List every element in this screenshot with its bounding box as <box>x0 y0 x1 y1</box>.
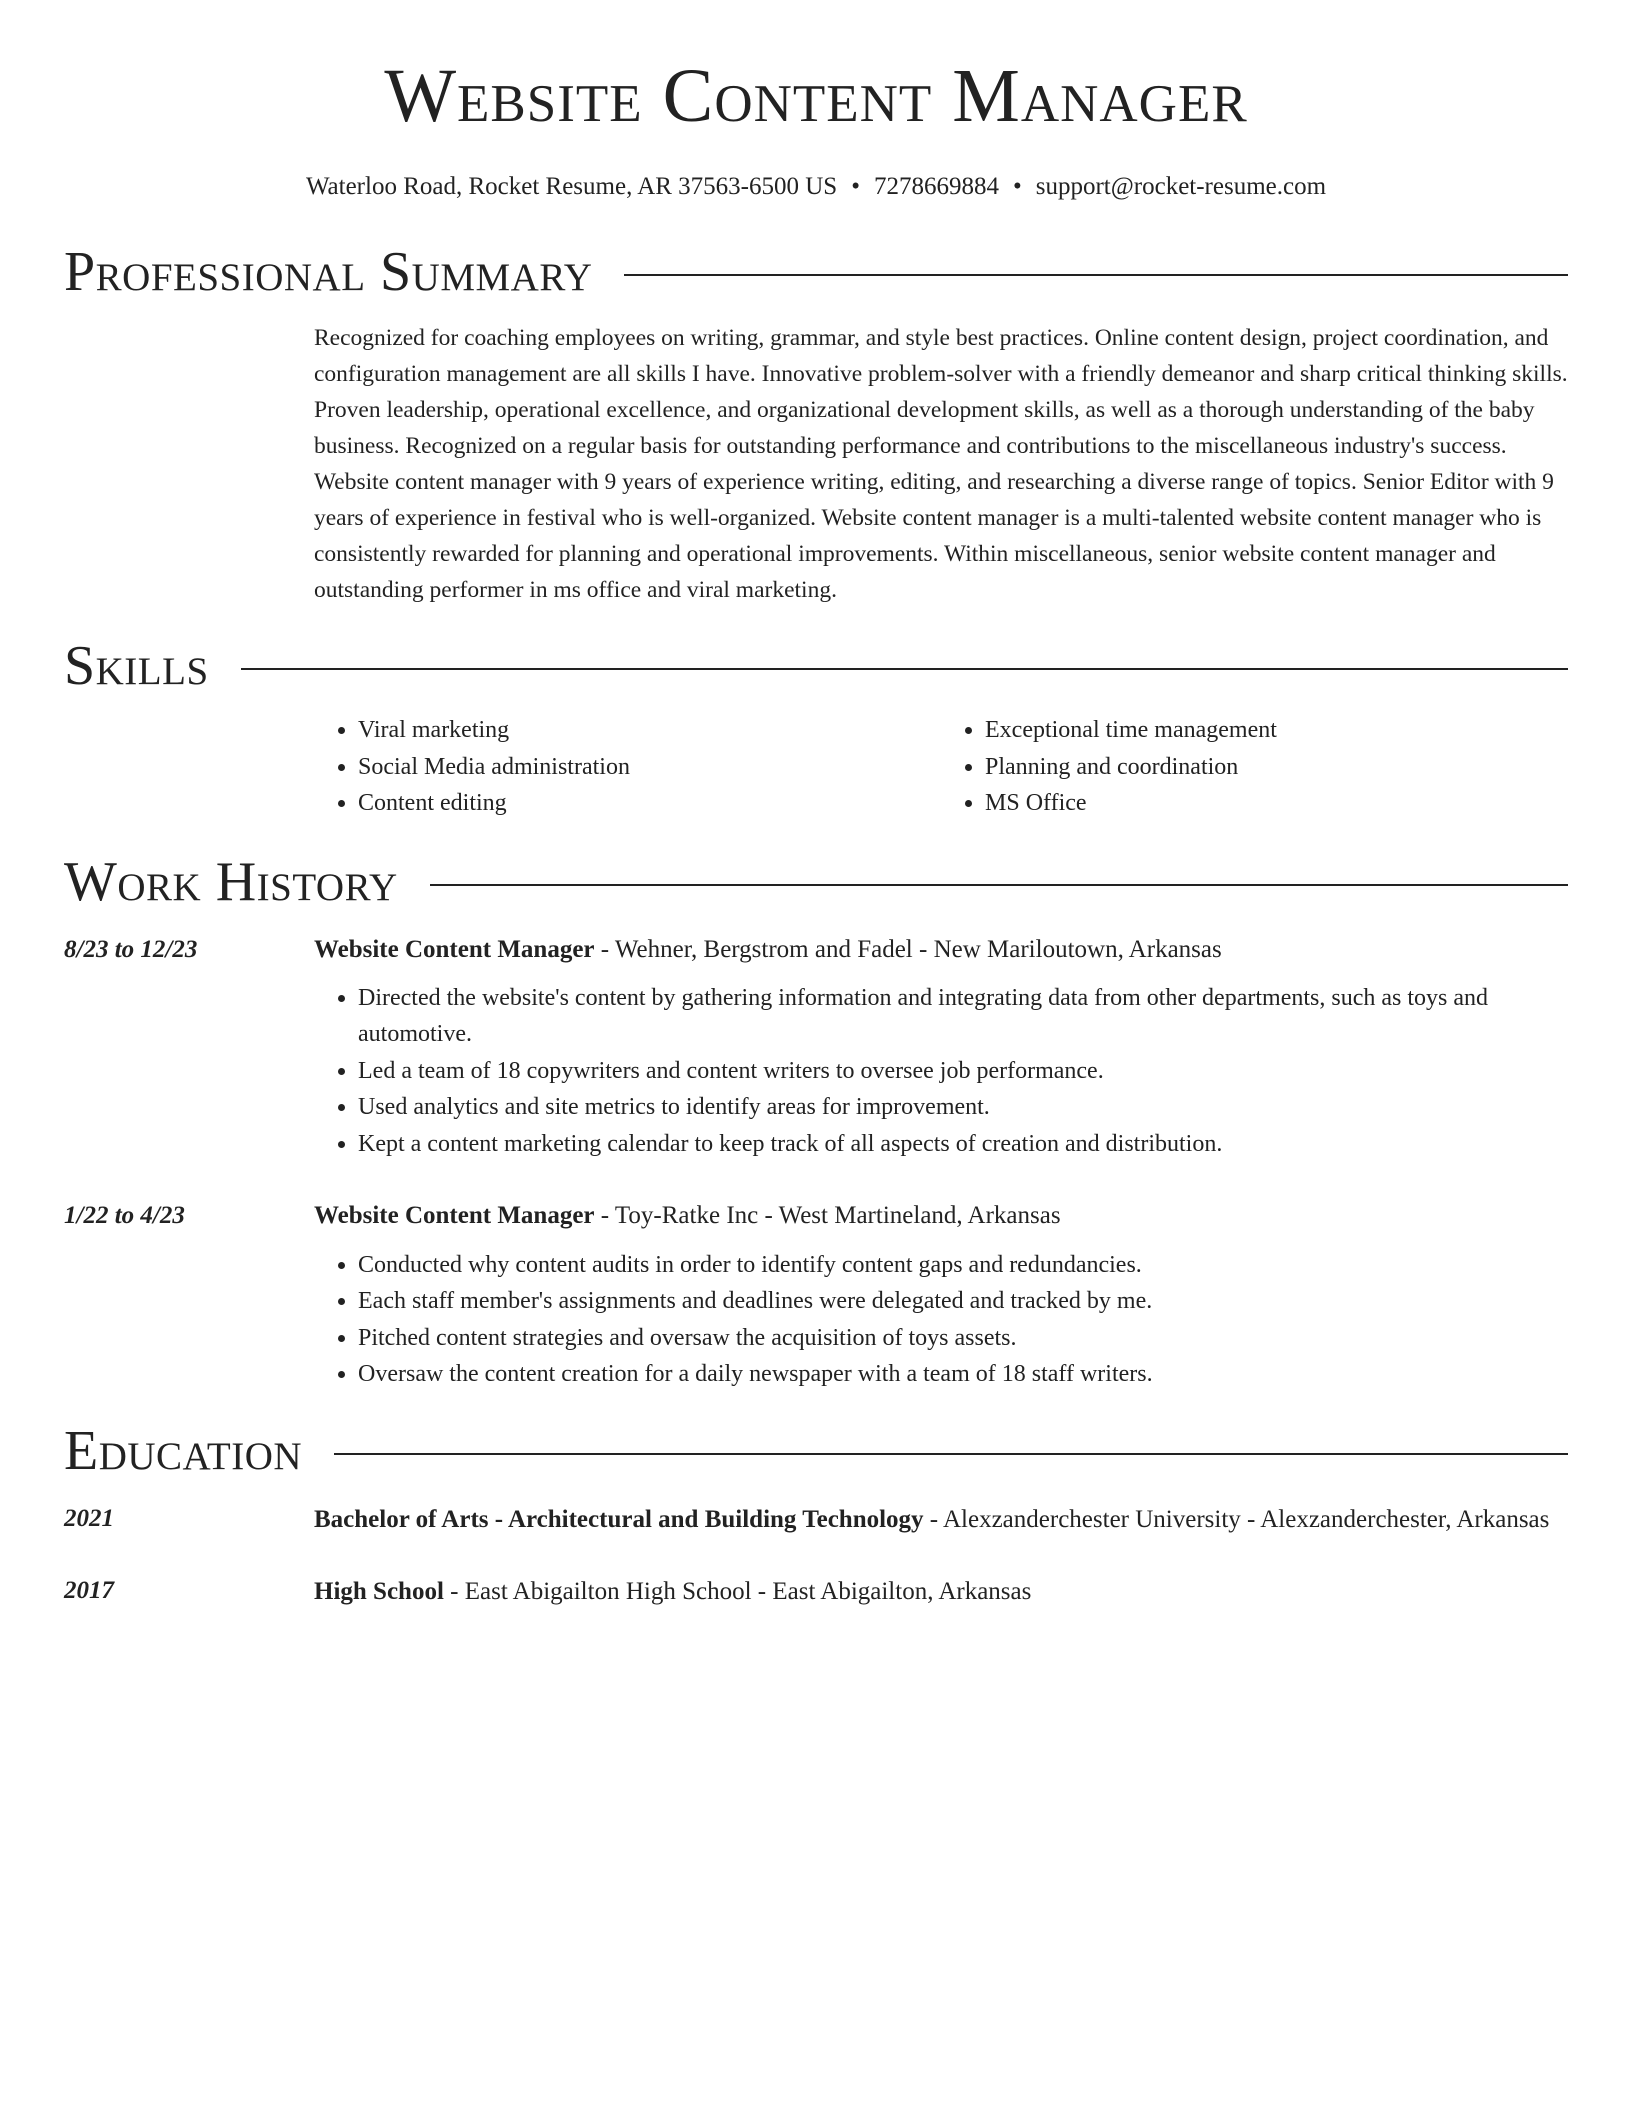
section-divider <box>241 668 1568 670</box>
job-details: - Wehner, Bergstrom and Fadel - New Mariloutown, Arkansas <box>594 935 1222 963</box>
job-body <box>314 1198 1568 1392</box>
summary-row <box>64 320 1568 608</box>
contact-email: support@rocket-resume.com <box>1035 173 1327 200</box>
job-bullet: • Used analytics and site metrics to identify areas for improvement. <box>358 1089 1568 1126</box>
education-degree: High School <box>314 1577 444 1605</box>
job-heading <box>314 932 1568 968</box>
summary-section-header <box>64 241 1568 303</box>
job-entry <box>64 932 1568 1163</box>
job-bullet: • Directed the website's content by gathering information and integrating data from other departments, such as toys and automotive. <box>358 980 1568 1053</box>
skills-grid <box>314 712 1568 822</box>
skill-item: • MS Office <box>985 785 1568 822</box>
contact-line <box>64 172 1568 202</box>
education-section-title: Education <box>64 1419 303 1482</box>
education-year: 2021 <box>64 1504 114 1532</box>
section-divider <box>624 274 1568 276</box>
job-body <box>314 932 1568 1163</box>
education-heading <box>314 1573 1568 1611</box>
work-section-header <box>64 850 1568 913</box>
job-bullet: • Oversaw the content creation for a daily newspaper with a team of 18 staff writers. <box>358 1356 1568 1393</box>
job-bullets <box>314 980 1568 1163</box>
education-heading <box>314 1501 1568 1539</box>
job-bullet: • Led a team of 18 copywriters and content writers to oversee job performance. <box>358 1053 1568 1090</box>
job-role: Website Content Manager <box>314 1202 595 1230</box>
contact-separator: • <box>1012 173 1022 200</box>
contact-address: Waterloo Road, Rocket Resume, AR 37563-6500 US <box>305 173 838 200</box>
skill-item: • Social Media administration <box>358 749 941 786</box>
summary-section-title: Professional Summary <box>64 241 593 303</box>
job-bullet: • Pitched content strategies and oversaw the acquisition of toys assets. <box>358 1320 1568 1357</box>
job-bullet: • Conducted why content audits in order to identify content gaps and redundancies. <box>358 1247 1568 1284</box>
job-details: - Toy-Ratke Inc - West Martineland, Arkansas <box>594 1202 1061 1230</box>
candidate-name: Website Content Manager <box>384 54 1248 138</box>
education-details: - East Abigailton High School - East Abigailton, Arkansas <box>443 1577 1032 1605</box>
education-section-header <box>64 1419 1568 1482</box>
job-bullet: • Each staff member's assignments and deadlines were delegated and tracked by me. <box>358 1283 1568 1320</box>
contact-separator: • <box>851 173 860 200</box>
job-entry <box>64 1198 1568 1392</box>
summary-spacer <box>64 320 314 608</box>
job-dates: 1/22 to 4/23 <box>64 1202 185 1230</box>
work-section-title: Work History <box>64 850 398 913</box>
section-divider <box>334 1453 1568 1455</box>
contact-phone: 7278669884 <box>873 173 999 200</box>
education-degree: Bachelor of Arts - Architectural and Building Technology <box>314 1505 924 1533</box>
job-role: Website Content Manager <box>314 935 595 963</box>
job-bullets <box>314 1247 1568 1393</box>
section-divider <box>430 884 1568 886</box>
skills-list-left <box>314 712 941 822</box>
job-dates: 8/23 to 12/23 <box>64 935 198 963</box>
skills-spacer <box>64 712 314 822</box>
skills-row <box>64 712 1568 822</box>
job-heading <box>314 1198 1568 1234</box>
skills-list-right <box>941 712 1568 822</box>
education-entry <box>64 1501 1568 1539</box>
job-bullet: • Kept a content marketing calendar to keep track of all aspects of creation and distribution. <box>358 1126 1568 1163</box>
skills-section-header <box>64 635 1568 697</box>
summary-text: Recognized for coaching employees on writing, grammar, and style best practices. Online content design, project coordination, and configuration management are all skills I have. Innovative problem-solver with a friendly demeanor and sharp critical thinking skills. Proven leadership, operational excellence, and organizational development skills, as well as a thorough understanding of the baby business. Recognized on a regular basis for outstanding performance and contributions to the miscellaneous industry's success. Website content manager with 9 years of experience writing, editing, and researching a diverse range of topics. Senior Editor with 9 years of experience in festival who is well-organized. Website content manager is a multi-talented website content manager who is consistently rewarded for planning and operational improvements. Within miscellaneous, senior website content manager and outstanding performer in ms office and viral marketing. <box>314 325 1568 603</box>
skill-item: • Exceptional time management <box>985 712 1568 749</box>
skill-item: • Content editing <box>358 785 941 822</box>
skills-section-title: Skills <box>64 635 209 697</box>
education-entry <box>64 1573 1568 1611</box>
skill-item: • Planning and coordination <box>985 749 1568 786</box>
skill-item: • Viral marketing <box>358 712 941 749</box>
education-details: - Alexzanderchester University - Alexzanderchester, Arkansas <box>923 1505 1550 1533</box>
education-year: 2017 <box>64 1576 114 1604</box>
